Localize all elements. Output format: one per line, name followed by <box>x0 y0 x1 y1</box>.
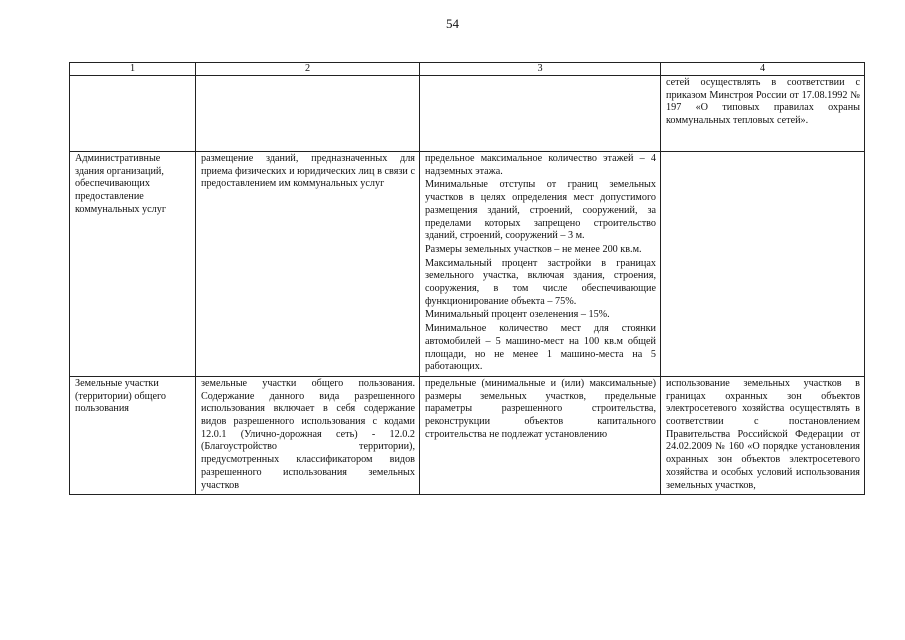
table-cell <box>70 76 196 152</box>
parameter-text: Максимальный процент застройки в границах земельного участка, включая здания, строения, сооружения, в том числе обеспечивающие функционирование объекта – 75%. <box>425 257 656 307</box>
zoning-table <box>69 62 865 495</box>
column-header: 1 <box>70 63 196 76</box>
restrictions-cell <box>661 152 865 377</box>
parameter-text: Минимальный процент озеленения – 15%. <box>425 309 610 321</box>
parameter-text: предельные (минимальные и (или) максимальные) размеры земельных участков, предельные параметры разрешенного строительства, реконструкции объектов капитального строительства не подлежат установлению <box>425 377 656 440</box>
use-type-description: размещение зданий, предназначенных для приема физических и юридических лиц в связи с предоставлением им коммунальных услуг <box>196 152 420 377</box>
table-row <box>70 376 865 494</box>
parameter-text: предельное максимальное количество этажей – 4 надземных этажа. <box>425 153 656 177</box>
use-type-name: Административные здания организаций, обеспечивающих предоставление коммунальных услуг <box>70 152 196 377</box>
table-row <box>70 76 865 152</box>
column-header: 4 <box>661 63 865 76</box>
table-cell <box>420 76 661 152</box>
parameter-text: Минимальные отступы от границ земельных участков в целях определения мест допустимого размещения зданий, строений, сооружений, за пределами которых запрещено строительство зданий, строений, сооружений – 3 м. <box>425 179 656 242</box>
parameters-cell <box>420 152 661 377</box>
parameter-text: Минимальное количество мест для стоянки автомобилей – 5 машино-мест на 100 кв.м общей площади, но не менее 1 машино-места на 5 работающих. <box>425 323 656 373</box>
table-row <box>70 152 865 377</box>
use-type-description: земельные участки общего пользования. Содержание данного вида разрешенного использования включает в себя содержание видов разрешенного использования с кодами 12.0.1 (Улично-дорожная сеть) - 12.0.2 (Благоустройство территории), предусмотренных классификатором видов разрешенного использования земельных участков <box>196 376 420 494</box>
column-header: 3 <box>420 63 661 76</box>
table-cell: сетей осуществлять в соответствии с приказом Минстроя России от 17.08.1992 № 197 «О типовых правилах охраны коммунальных тепловых сетей». <box>661 76 865 152</box>
table-cell <box>196 76 420 152</box>
restrictions-cell: использование земельных участков в границах охранных зон объектов электросетевого хозяйства осуществлять в соответствии с постановлением Правительства Российской Федерации от 24.02.2009 № 160 «О порядке установления охранных зон объектов электросетевого хозяйства и особых условий использования земельных участков, <box>661 376 865 494</box>
column-header: 2 <box>196 63 420 76</box>
table-header-row <box>70 63 865 76</box>
page-number: 54 <box>446 16 459 31</box>
parameter-text: Размеры земельных участков – не менее 200 кв.м. <box>425 243 642 255</box>
use-type-name: Земельные участки (территории) общего пользования <box>70 376 196 494</box>
parameters-cell <box>420 376 661 494</box>
